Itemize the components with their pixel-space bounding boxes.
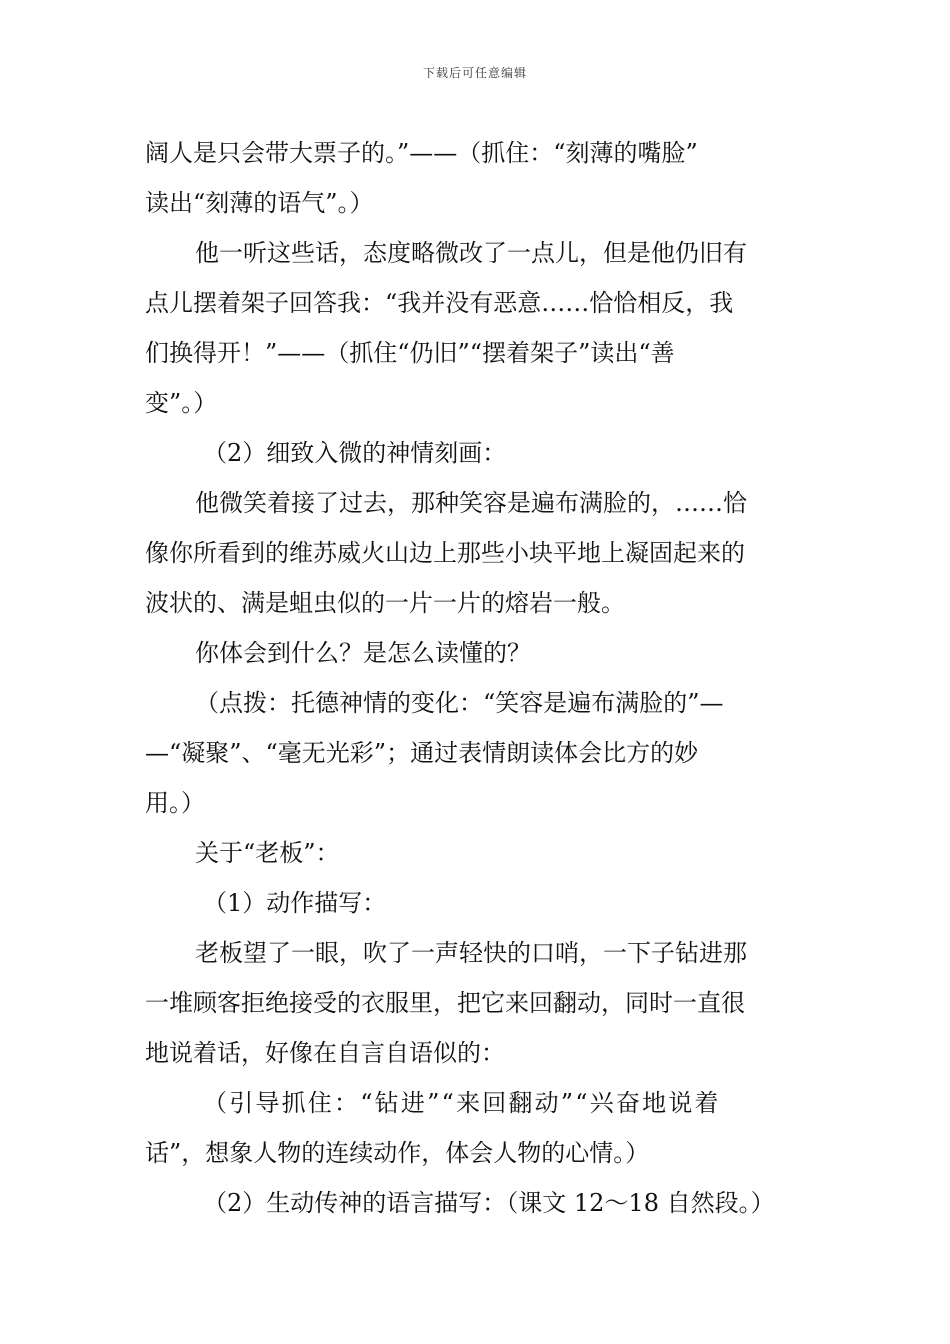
text-line: 变”。） — [145, 389, 218, 417]
paragraph-question — [145, 628, 807, 678]
text-line: 点儿摆着架子回答我：“我并没有恶意……恰恰相反，我 — [145, 289, 734, 317]
text-line: （1）动作描写： — [203, 889, 387, 917]
section-heading-boss — [145, 828, 807, 878]
subheading-expression — [145, 428, 807, 478]
paragraph-todd-reply — [145, 228, 807, 428]
paragraph-boss-action — [145, 928, 807, 1078]
text-line: 们换得开！”——（抓住“仍旧”“摆着架子”读出“善 — [145, 339, 675, 367]
text-line: 用。） — [145, 789, 205, 817]
text-line: 一堆顾客拒绝接受的衣服里，把它来回翻动，同时一直很 — [145, 989, 745, 1017]
text-line: 你体会到什么？是怎么读懂的？ — [195, 639, 531, 667]
text-line: 他一听这些话，态度略微改了一点儿，但是他仍旧有 — [195, 239, 747, 267]
document-body — [145, 128, 807, 1228]
text-line: 读出“刻薄的语气”。） — [145, 189, 374, 217]
subheading-action — [145, 878, 807, 928]
paragraph-guide — [145, 1078, 807, 1178]
text-line: 话”，想象人物的连续动作，体会人物的心情。） — [145, 1139, 650, 1167]
paragraph-smile-description — [145, 478, 807, 628]
text-line: 地说着话，好像在自言自语似的： — [145, 1039, 505, 1067]
text-line: 他微笑着接了过去，那种笑容是遍布满脸的，……恰 — [195, 489, 747, 517]
text-line: 老板望了一眼，吹了一声轻快的口哨，一下子钻进那 — [195, 939, 747, 967]
paragraph-hint — [145, 678, 807, 828]
text-line: 波状的、满是蛆虫似的一片一片的熔岩一般。 — [145, 589, 625, 617]
text-line: 关于“老板”： — [195, 839, 340, 867]
text-line: （引导抓住：“钻进”“来回翻动”“兴奋地说着 — [203, 1089, 721, 1117]
text-line: （点拨：托德神情的变化：“笑容是遍布满脸的”— — [195, 689, 724, 717]
text-line: —“凝聚”、“毫无光彩”；通过表情朗读体会比方的妙 — [145, 739, 699, 767]
page-header: 下载后可任意编辑 — [422, 66, 527, 80]
text-line: 阔人是只会带大票子的。”——（抓住：“刻薄的嘴脸” — [145, 139, 698, 167]
text-line: （2）细致入微的神情刻画： — [203, 439, 507, 467]
subheading-language — [145, 1178, 807, 1228]
text-line: （2）生动传神的语言描写：（课文 12～18 自然段。） — [203, 1189, 775, 1217]
paragraph-quote-rich-person — [145, 128, 807, 228]
text-line: 像你所看到的维苏威火山边上那些小块平地上凝固起来的 — [145, 539, 745, 567]
